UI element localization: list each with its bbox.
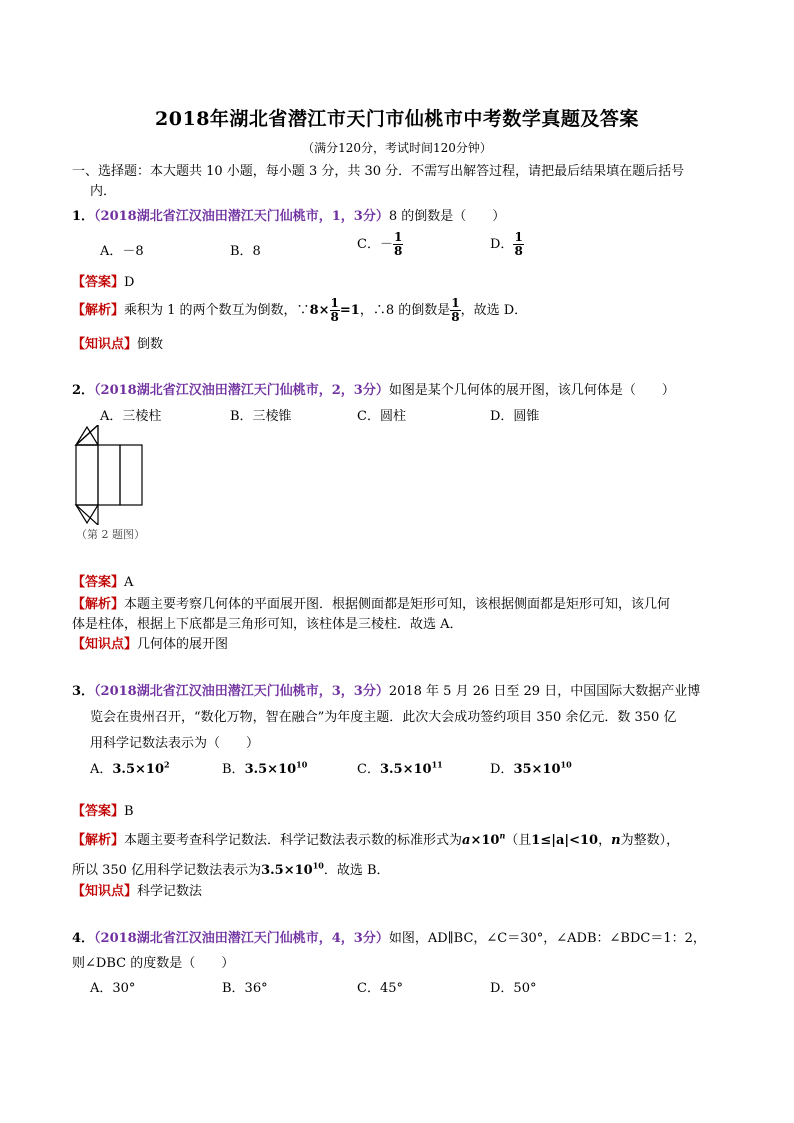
option-a: A．30° xyxy=(90,981,136,996)
question-2: 2．（2018湖北省江汉油田潜江天门仙桃市，2，3分）如图是某个几何体的展开图，该几何体是（ ） xyxy=(72,383,675,398)
question-4-cont: 则∠DBC 的度数是（ ） xyxy=(72,956,235,971)
section-heading: 一、选择题：本大题共 10 小题，每小题 3 分，共 30 分．不需写出解答过程，请把最后结果填在题后括号 xyxy=(72,164,685,179)
question-stem: 8 的倒数是（ ） xyxy=(388,209,506,224)
knowledge-2: 【知识点】几何体的展开图 xyxy=(72,637,229,652)
question-source: （2018湖北省江汉油田潜江天门仙桃市，4，3分） xyxy=(94,931,389,946)
question-source: （2018湖北省江汉油田潜江天门仙桃市，2，3分） xyxy=(94,383,389,398)
answer-1 xyxy=(72,271,134,290)
option-c: C．－ $\frac{1}{8}$ xyxy=(357,230,403,258)
section-heading-cont: 内． xyxy=(90,184,117,199)
answer-label: 【答案】 xyxy=(72,275,125,290)
option-b: B．36° xyxy=(222,981,268,996)
option-d: D．$35\times 10^{10}$ xyxy=(490,759,572,777)
option-d: D．50° xyxy=(490,981,537,996)
option-c: C．圆柱 xyxy=(357,409,406,424)
question-3-cont2: 用科学记数法表示为（ ） xyxy=(90,736,260,751)
question-source: （2018湖北省江汉油田潜江天门仙桃市，1，3分） xyxy=(94,209,389,224)
page-subtitle: （满分120分，考试时间120分钟） xyxy=(302,141,492,155)
question-stem: 如图是某个几何体的展开图，该几何体是（ ） xyxy=(388,383,675,398)
fraction: $\frac{1}{8}$ xyxy=(451,296,460,324)
answer-2: 【答案】A xyxy=(72,575,134,590)
question-1 xyxy=(72,205,505,224)
question-3: 3．（2018湖北省江汉油田潜江天门仙桃市，3，3分）2018 年 5 月 26 日至 29 日，中国国际大数据产业博 xyxy=(72,684,701,699)
question-source: （2018湖北省江汉油田潜江天门仙桃市，3，3分） xyxy=(94,684,389,699)
knowledge-1: 【知识点】倒数 xyxy=(72,337,164,352)
option-a: A．－8 xyxy=(100,244,144,259)
analysis-label: 【解析】 xyxy=(72,303,125,318)
option-b: B．三棱锥 xyxy=(230,409,292,424)
option-c: C．$3.5\times 10^{11}$ xyxy=(357,759,443,777)
fraction: $\frac{1}{8}$ xyxy=(393,230,403,258)
knowledge-label: 【知识点】 xyxy=(72,337,138,352)
analysis-1: 【解析】乘积为 1 的两个数互为倒数，∵8× $\frac{1}{8}$ =1，∴8 的倒数是 $\frac{1}{8}$ ，故选 D． xyxy=(72,296,528,324)
question-3-cont: 览会在贵州召开，“数化万物，智在融合”为年度主题．此次大会成功签约项目 350 余亿元．数 350 亿 xyxy=(90,710,677,725)
option-a: A．三棱柱 xyxy=(100,409,162,424)
prism-net-overlay xyxy=(72,425,152,525)
option-d: D． $\frac{1}{8}$ xyxy=(490,230,523,258)
option-a: A．$3.5\times 10^2$ xyxy=(90,759,170,777)
answer-3: 【答案】B xyxy=(72,804,134,819)
page-title: 2018年湖北省潜江市天门市仙桃市中考数学真题及答案 xyxy=(155,108,639,130)
analysis-3: 【解析】本题主要考查科学记数法．科学记数法表示数的标准形式为$a\times 10^n$（且1≤|a|<10，n为整数）， xyxy=(72,830,680,848)
analysis-2-cont: 体是柱体，根据上下底都是三角形可知，该柱体是三棱柱．故选 A． xyxy=(72,617,463,632)
question-number: 1． xyxy=(72,209,95,224)
fraction: $\frac{1}{8}$ xyxy=(514,230,523,258)
analysis-3-cont: 所以 350 亿用科学记数法表示为$3.5\times 10^{10}$．故选 B． xyxy=(72,860,390,878)
option-d: D．圆锥 xyxy=(490,409,540,424)
analysis-2: 【解析】本题主要考察几何体的平面展开图．根据侧面都是矩形可知，该根据侧面都是矩形可知，该几何 xyxy=(72,597,671,612)
figure-caption: （第 2 题图） xyxy=(76,528,145,541)
knowledge-3: 【知识点】科学记数法 xyxy=(72,884,203,899)
option-b: B．$3.5\times 10^{10}$ xyxy=(222,759,308,777)
option-b: B．8 xyxy=(230,244,261,259)
question-4: 4．（2018湖北省江汉油田潜江天门仙桃市，4，3分）如图，AD∥BC，∠C＝30°，∠ADB：∠BDC＝1：2， xyxy=(72,931,706,946)
answer-value: D xyxy=(124,275,135,290)
option-c: C．45° xyxy=(357,981,403,996)
fraction: $\frac{1}{8}$ xyxy=(330,296,339,324)
